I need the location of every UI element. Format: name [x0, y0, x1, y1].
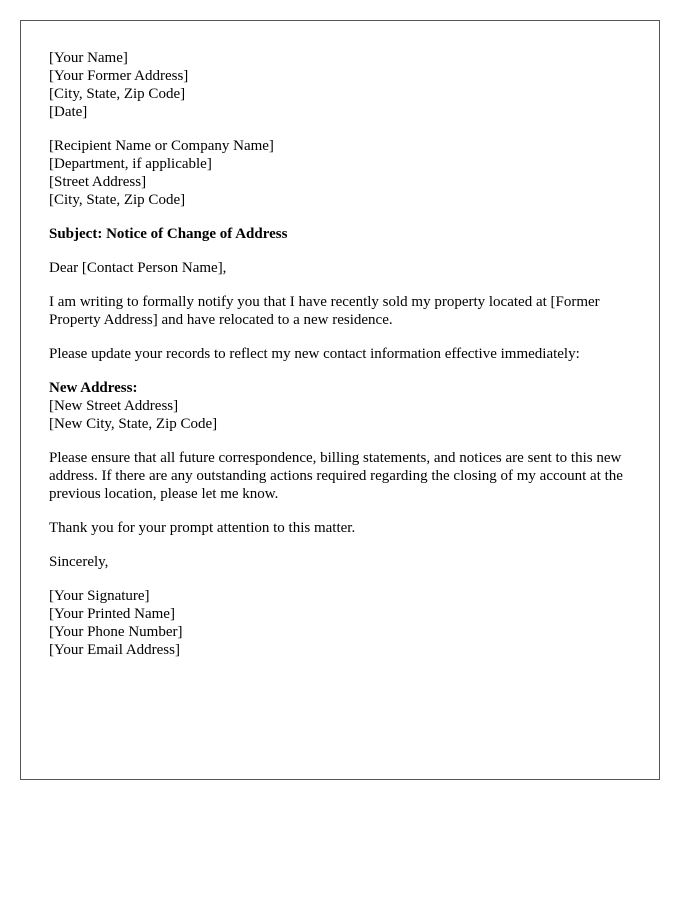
sender-name: [Your Name]: [49, 50, 128, 66]
body-paragraph-2: Please update your records to reflect my new contact information effective immediately:: [49, 346, 580, 362]
sender-city-state-zip: [City, State, Zip Code]: [49, 86, 186, 102]
printed-name: [Your Printed Name]: [49, 606, 175, 622]
signature-block: [49, 587, 631, 659]
body-paragraph-4: Thank you for your prompt attention to this matter.: [49, 520, 356, 536]
letter-page: [20, 20, 660, 780]
body-paragraph-1: I am writing to formally notify you that I have recently sold my property located at [Former Property Address] and have relocated to a new residence.: [49, 294, 600, 328]
recipient-street: [Street Address]: [49, 174, 147, 190]
recipient-block: [49, 137, 631, 209]
new-address-heading: New Address:: [49, 380, 138, 396]
signature: [Your Signature]: [49, 588, 150, 604]
phone-number: [Your Phone Number]: [49, 624, 183, 640]
recipient-department: [Department, if applicable]: [49, 156, 212, 172]
salutation: Dear [Contact Person Name],: [49, 260, 227, 276]
sender-block: [49, 49, 631, 121]
subject-line: Subject: Notice of Change of Address: [49, 226, 288, 242]
letter-date: [Date]: [49, 104, 88, 120]
new-city-state-zip: [New City, State, Zip Code]: [49, 416, 218, 432]
sender-former-address: [Your Former Address]: [49, 68, 189, 84]
new-address-block: [49, 379, 631, 433]
recipient-name: [Recipient Name or Company Name]: [49, 138, 274, 154]
closing: Sincerely,: [49, 554, 109, 570]
new-street-address: [New Street Address]: [49, 398, 179, 414]
recipient-city-state-zip: [City, State, Zip Code]: [49, 192, 186, 208]
email-address: [Your Email Address]: [49, 642, 180, 658]
body-paragraph-3: Please ensure that all future correspondence, billing statements, and notices are sent to this new address. If there are any outstanding actions required regarding the closing of my account at the previous location, please let me know.: [49, 450, 623, 502]
